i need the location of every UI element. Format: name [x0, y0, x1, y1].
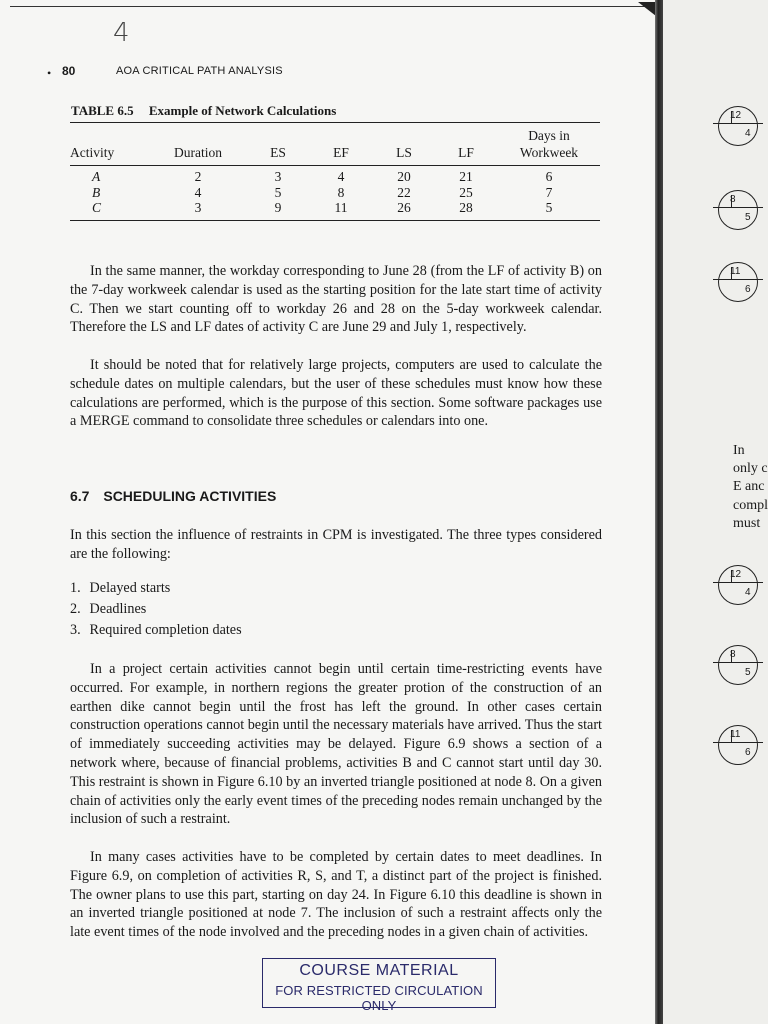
table-cell: 6: [545, 169, 553, 184]
column-header: Activity: [70, 123, 148, 166]
list-text: Deadlines: [89, 601, 147, 617]
top-rule: [10, 6, 650, 7]
paragraph: In a project certain activities cannot begin until certain time-restricting events have occurred. For example, in northern regions the greater protion of the construction of an earthen dike cannot begin until the frost has left the ground. In other cases certain construction operations cannot begin until the necessary materials have arrived. Thus the start of immediately succeeding activities may be delayed. Figure 6.9 shows a section of a network where, because of financial problems, activities B and C cannot start until day 30. This restraint is shown in Figure 6.10 by an inverted triangle positioned at node 8. On a given chain of activities only the early event times of the preceding nodes remain unchanged by the inclusion of such a restraint.: [70, 661, 602, 828]
column-header: LS: [374, 123, 434, 166]
restraint-list: [70, 578, 242, 641]
network-node: 11 6: [718, 725, 758, 765]
table-cell: 2: [194, 169, 202, 184]
table-caption: [71, 103, 336, 119]
table-title: Example of Network Calculations: [148, 103, 337, 118]
paragraph: In many cases activities have to be completed by certain dates to meet deadlines. In Figure 6.9, on completion of activities R, S, and T, a distinct part of the project is finished. The owner plans to use this part, starting on day 24. In Figure 6.10 this deadline is shown in an inverted triangle positioned at node 7. The inclusion of such a restraint affects only the late event times of the node involved and the preceding nodes in a given chain of activities.: [70, 849, 602, 941]
days-header-line2: Workweek: [519, 145, 579, 160]
table-label: TABLE 6.5: [71, 103, 134, 118]
column-header: Duration: [148, 123, 248, 166]
table-cell: 21: [459, 169, 473, 184]
table-cell: 5: [274, 184, 282, 200]
table-row: [70, 185, 600, 201]
network-calculations-table: [70, 122, 600, 221]
table-cell: 7: [545, 184, 553, 200]
paragraph: In this section the influence of restraints in CPM is investigated. The three types considered are the following:: [70, 527, 602, 562]
table-cell: 3: [148, 200, 248, 220]
table-cell: 3: [274, 169, 282, 184]
table-cell: 5: [498, 200, 600, 220]
network-node: 12 4: [718, 106, 758, 146]
paragraph: In the same manner, the workday corresponding to June 28 (from the LF of activity B) on the 7-day workweek calendar is used as the starting position for the late start time of activity C. Then we start counting off to workday 26 and 28 on the 5-day workweek calendar. Therefore the LS and LF dates of activity C are June 29 and July 1, respectively.: [70, 263, 602, 336]
table-cell: 4: [337, 169, 345, 184]
network-node: 12 4: [718, 565, 758, 605]
facing-text-line: E anc: [733, 479, 765, 494]
table-cell: 11: [308, 200, 374, 220]
column-header-days: [498, 123, 600, 166]
list-number: 3.: [70, 622, 81, 638]
list-text: Required completion dates: [89, 622, 242, 638]
page-number: 80: [62, 64, 76, 78]
paragraph: It should be noted that for relatively large projects, computers are used to calculate the schedule dates on multiple calendars, but the user of these schedules must know how these calculations are performed, which is the purpose of this section. Some software packages use a MERGE command to consolidate three schedules or calendars into one.: [70, 357, 602, 430]
list-number: 2.: [70, 601, 81, 617]
facing-text-line: compl: [733, 498, 768, 513]
network-node: 8 5: [718, 190, 758, 230]
table-cell: 8: [337, 184, 345, 200]
course-material-stamp: [262, 958, 496, 1013]
facing-text-line: In: [733, 443, 745, 458]
column-header: ES: [248, 123, 308, 166]
list-text: Delayed starts: [89, 580, 171, 596]
section-title: SCHEDULING ACTIVITIES: [103, 488, 277, 504]
margin-mark: •: [47, 66, 52, 80]
running-title: AOA CRITICAL PATH ANALYSIS: [116, 65, 283, 77]
section-number: 6.7: [70, 488, 90, 504]
table-cell: C: [70, 200, 148, 220]
network-node: 11 6: [718, 262, 758, 302]
facing-text-line: must: [733, 516, 761, 531]
facing-text-line: only c: [733, 461, 768, 476]
stamp-line2: FOR RESTRICTED CIRCULATION ONLY: [275, 983, 483, 1013]
handwritten-number: 4: [113, 18, 130, 48]
network-node: 8 5: [718, 645, 758, 685]
column-header: LF: [434, 123, 498, 166]
table-row: [70, 166, 600, 185]
table-cell: 22: [397, 184, 411, 200]
section-heading: [70, 488, 276, 504]
table-cell: 26: [374, 200, 434, 220]
table-cell: A: [92, 169, 101, 184]
list-item: [70, 620, 242, 641]
list-item: [70, 599, 242, 620]
table-cell: 4: [194, 184, 202, 200]
column-header: EF: [308, 123, 374, 166]
list-number: 1.: [70, 580, 81, 596]
table-cell: 9: [248, 200, 308, 220]
table-row: [70, 200, 600, 220]
table-cell: 20: [397, 169, 411, 184]
days-header-line1: Days in: [528, 128, 570, 143]
stamp-line1: COURSE MATERIAL: [299, 962, 459, 979]
table-cell: 28: [434, 200, 498, 220]
book-gutter: [655, 0, 663, 1024]
table-cell: B: [92, 184, 101, 200]
list-item: [70, 578, 242, 599]
table-cell: 25: [459, 184, 473, 200]
